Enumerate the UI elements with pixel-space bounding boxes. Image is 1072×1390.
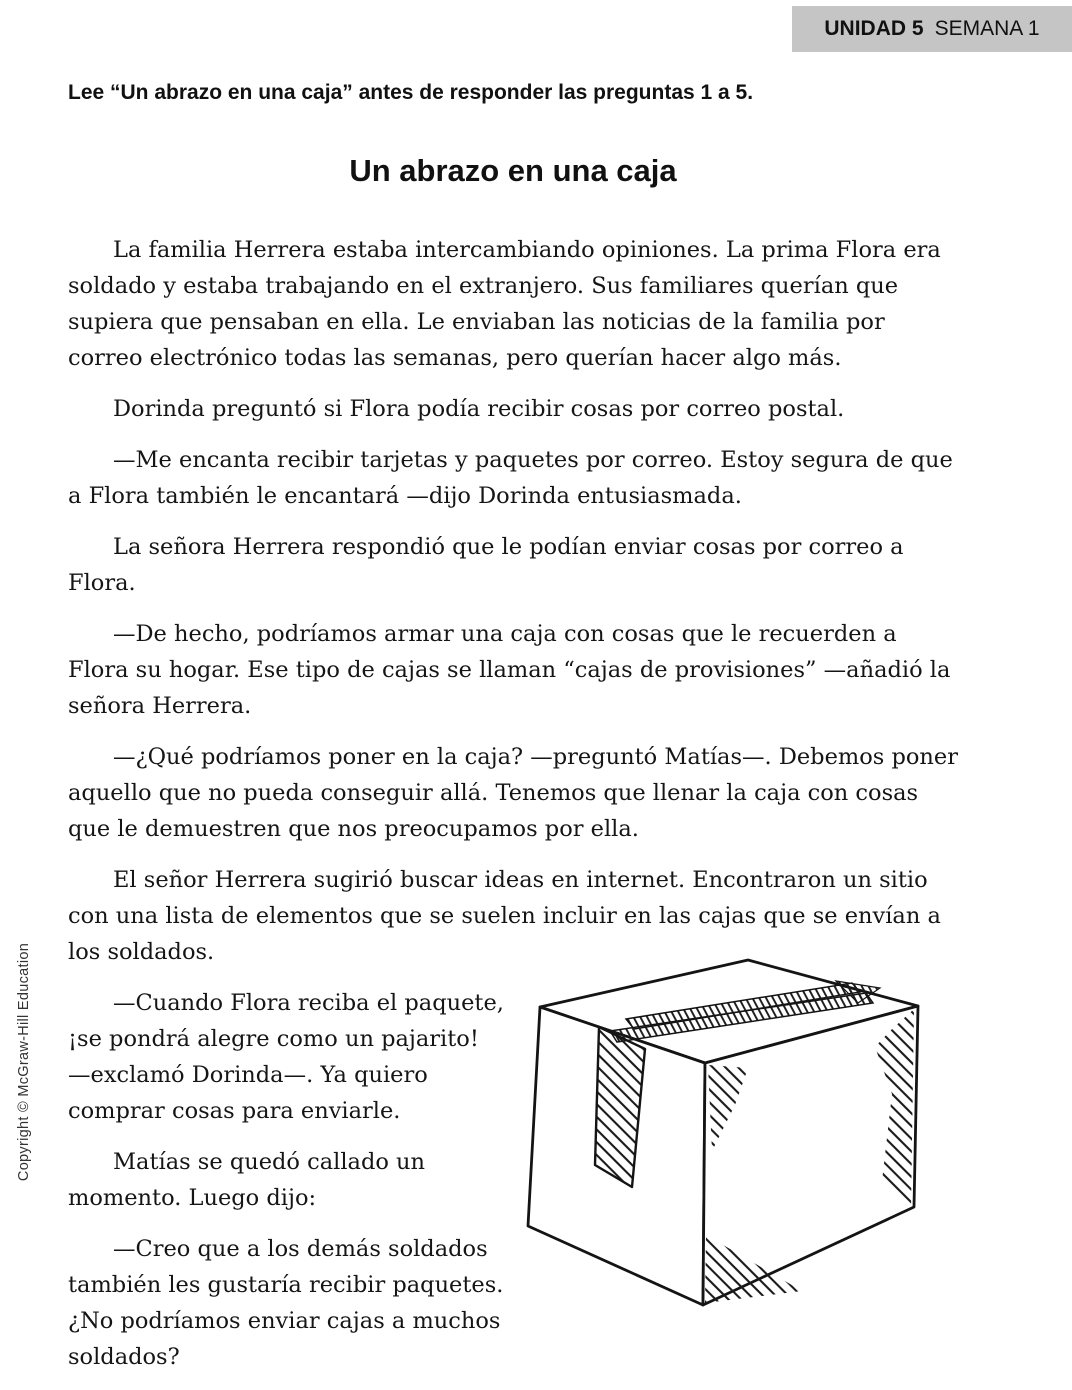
cardboard-box-drawing xyxy=(518,937,1018,1337)
story-paragraph: El señor Herrera sugirió buscar ideas en internet. Encontraron un sitio con una lista de elementos que se suelen incluir en las cajas que se envían a los soldados. xyxy=(68,867,941,965)
story-body xyxy=(68,232,958,1375)
unit-week-banner xyxy=(792,6,1072,52)
story-paragraph: La señora Herrera respondió que le podían enviar cosas por correo a Flora. xyxy=(68,534,904,596)
week-label: SEMANA 1 xyxy=(934,17,1040,40)
story-paragraph: Matías se quedó callado un momento. Luego dijo: xyxy=(68,1149,426,1211)
unit-label: UNIDAD 5 xyxy=(824,17,924,40)
story-paragraph: —Me encanta recibir tarjetas y paquetes por correo. Estoy segura de que a Flora también le encantará —dijo Dorinda entusiasmada. xyxy=(68,447,953,509)
box-illustration xyxy=(518,937,1018,1337)
story-paragraph: —¿Qué podríamos poner en la caja? —preguntó Matías—. Debemos poner aquello que no pueda conseguir allá. Tenemos que llenar la caja con cosas que le demuestren que nos preocupamos por ella. xyxy=(68,744,958,842)
story-title: Un abrazo en una caja xyxy=(349,153,677,188)
page-content xyxy=(68,80,958,1390)
story-paragraph: —De hecho, podríamos armar una caja con cosas que le recuerden a Flora su hogar. Ese tipo de cajas se llaman “cajas de provisiones” —añadió la señora Herrera. xyxy=(68,621,951,719)
story-paragraph: La familia Herrera estaba intercambiando opiniones. La prima Flora era soldado y estaba trabajando en el extranjero. Sus familiares querían que supiera que pensaban en ella. Le enviaban las noticias de la familia por correo electrónico todas las semanas, pero querían hacer algo más. xyxy=(68,237,941,371)
story-paragraph: Dorinda preguntó si Flora podía recibir cosas por correo postal. xyxy=(113,396,845,422)
copyright-sidebar: Copyright © McGraw-Hill Education xyxy=(16,942,32,1182)
story-paragraph: —Creo que a los demás soldados también les gustaría recibir paquetes. ¿No podríamos enviar cajas a muchos soldados? xyxy=(68,1236,504,1370)
instruction-line: Lee “Un abrazo en una caja” antes de responder las preguntas 1 a 5. xyxy=(68,81,754,104)
story-paragraph: —Cuando Flora reciba el paquete, ¡se pondrá alegre como un pajarito! —exclamó Dorinda—. Ya quiero comprar cosas para enviarle. xyxy=(68,990,504,1124)
